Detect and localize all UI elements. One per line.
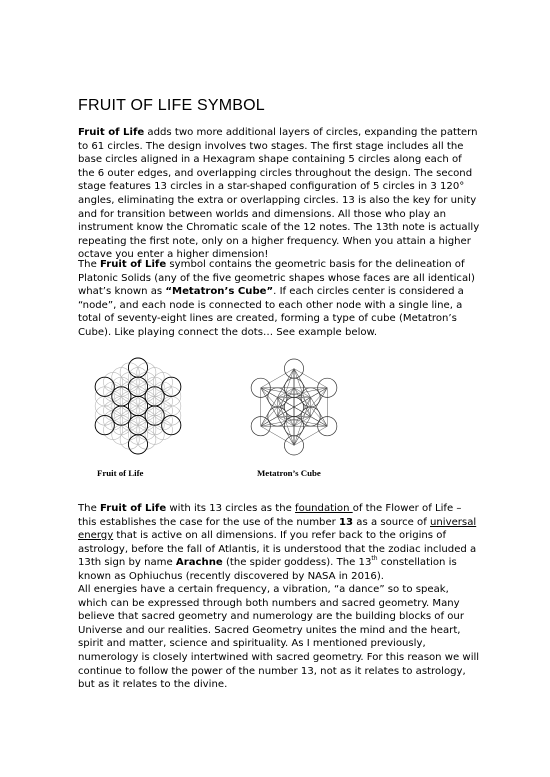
term-fruit-of-life: Fruit of Life bbox=[99, 259, 167, 270]
paragraph-energies: All energies have a certain frequency, a vibration, “a dance” so to speak, which can be expressed through both numbers and sacred geometry. Many believe that sacred geometry and numerology are the building blocks of our Universe and our realities. Sacred Geometry unites the mind and the heart, spirit and matter, science and spirituality. As I mentioned previously, numerology is closely intertwined with sacred geometry. For this reason we will continue to follow the power of the number 13, not as it relates to astrology, but as it relates to the divine. bbox=[78, 584, 480, 691]
paragraph-text: . If each circles center is considered a “node”, and each node is connected to each other node with a single line, a total of seventy-eight lines are created, forming a type of cube (Metatron’s Cube). Like playing connect the dots… See example below. bbox=[78, 286, 464, 338]
paragraph-text: constellation is known as Ophiuchus (recently discovered by NASA in 2016). bbox=[78, 557, 457, 582]
metatrons-cube-caption: Metatron’s Cube bbox=[257, 468, 321, 478]
paragraph-text: The bbox=[78, 503, 100, 514]
paragraph-text: symbol contains the geometric basis for the delineation of Platonic Solids (any of the five geometric shapes whose faces are all identical) what’s known as bbox=[78, 259, 475, 298]
paragraph-text: that is active on all dimensions. If you refer back to the origins of astrology, before the fall of Atlantis, it is understood that the zodiac included a 13th sign by name bbox=[78, 530, 477, 569]
number-thirteen: 13 bbox=[339, 516, 354, 528]
superscript-th: th bbox=[371, 555, 378, 563]
term-arachne: Arachne bbox=[175, 557, 223, 569]
fruit-of-life-caption: Fruit of Life bbox=[97, 468, 144, 478]
paragraph-text: adds two more additional layers of circles, expanding the pattern to 61 circles. The design involves two stages. The first stage includes all the base circles aligned in a Hexagram shape containing 5 circles along each of the 6 outer edges, and overlapping circles throughout the design. The second stage features 13 circles in a star-shaped configuration of 5 circles in 3 120° angles, eliminating the extra or overlapping circles. 13 is also the key for unity and for transition between worlds and dimensions. All those who play an instrument know the Chromatic scale of the 12 notes. The 13th note is actually repeating the first note, only on a higher frequency. When you attain a higher octave you enter a higher dimension! bbox=[78, 127, 480, 261]
term-fruit-of-life: Fruit of Life bbox=[99, 503, 167, 514]
connecting-line bbox=[294, 369, 327, 388]
paragraph-text: with its 13 circles as the bbox=[166, 503, 296, 514]
connecting-line bbox=[261, 369, 294, 388]
connecting-line bbox=[294, 426, 327, 445]
paragraph-text: as a source of bbox=[353, 516, 430, 528]
paragraph-text: (the spider goddess). The 13 bbox=[222, 557, 372, 569]
underlined-foundation: foundation bbox=[295, 503, 353, 514]
connecting-line bbox=[261, 426, 294, 445]
flower-of-life-background bbox=[95, 358, 181, 454]
term-metatrons-cube: “Metatron’s Cube” bbox=[165, 286, 274, 298]
paragraph-text: of the Flower of Life – this establishes the case for the use of the number bbox=[78, 503, 462, 528]
page-title: FRUIT OF LIFE SYMBOL bbox=[78, 97, 265, 114]
metatrons-cube-lines bbox=[261, 369, 328, 446]
fruit-of-life-diagram bbox=[73, 347, 203, 465]
paragraph-lead: The bbox=[78, 259, 100, 270]
paragraph-fruit-of-life-intro bbox=[78, 126, 480, 262]
paragraph-platonic-solids bbox=[78, 258, 480, 340]
underlined-universal-energy: universal energy bbox=[78, 516, 477, 542]
paragraph-number-thirteen bbox=[78, 502, 480, 584]
term-fruit-of-life: Fruit of Life bbox=[78, 127, 145, 138]
metatrons-cube-diagram bbox=[232, 348, 356, 466]
